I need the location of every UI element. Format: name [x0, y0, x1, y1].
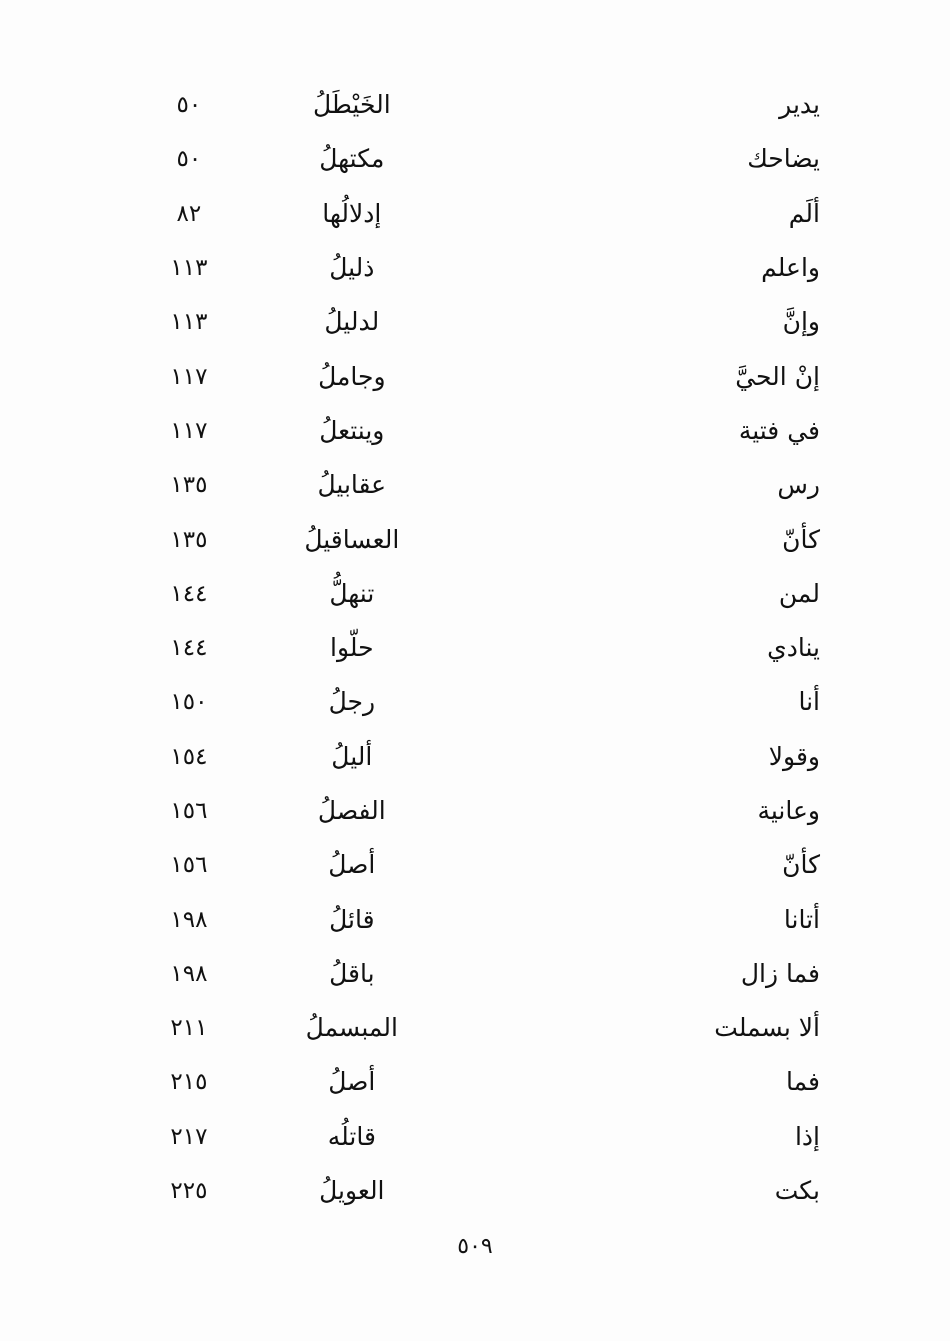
column-gap [446, 132, 632, 186]
page-reference: ٢١١ [170, 1015, 208, 1042]
index-row [120, 1164, 830, 1218]
column-gap [446, 838, 632, 892]
index-row [120, 675, 830, 729]
index-row [120, 784, 830, 838]
opening-word: أتانا [783, 904, 820, 934]
index-row [120, 404, 830, 458]
rhyme-word: العويلُ [319, 1176, 385, 1206]
rhyme-word: مكتهلُ [319, 144, 385, 174]
opening-word: ألَم [788, 198, 820, 228]
column-gap [446, 1001, 632, 1055]
rhyme-word: رجلُ [328, 687, 376, 717]
index-row [120, 947, 830, 1001]
opening-word: في فتية [738, 415, 820, 445]
index-row [120, 458, 830, 512]
column-gap [446, 404, 632, 458]
opening-word: واعلم [761, 253, 820, 283]
index-row [120, 512, 830, 566]
index-row [120, 349, 830, 403]
column-gap [446, 621, 632, 675]
page-reference: ١٣٥ [170, 526, 208, 553]
column-gap [446, 730, 632, 784]
column-gap [446, 1164, 632, 1218]
rhyme-word: المبسملُ [305, 1013, 398, 1043]
page-reference: ٥٠ [176, 92, 202, 119]
opening-word: رس [777, 470, 820, 500]
rhyme-word: العساقيلُ [304, 524, 400, 554]
opening-word: كأنّ [782, 524, 820, 554]
opening-word: يضاحك [747, 144, 820, 174]
page-reference: ٢١٧ [170, 1123, 208, 1150]
column-gap [446, 1055, 632, 1109]
rhyme-word: باقلُ [329, 958, 375, 988]
page-reference: ٨٢ [176, 200, 202, 227]
rhyme-word: قائلُ [329, 904, 375, 934]
rhyme-word: تنهلُّ [329, 578, 375, 608]
index-row [120, 78, 830, 132]
opening-word: إذا [794, 1121, 820, 1151]
page-reference: ١٤٤ [170, 635, 208, 662]
opening-word: ألا بسملت [714, 1013, 820, 1043]
column-gap [446, 187, 632, 241]
opening-word: ينادي [767, 633, 820, 663]
column-gap [446, 1110, 632, 1164]
page-reference: ١٥٠ [170, 689, 208, 716]
page-reference: ٢١٥ [170, 1069, 208, 1096]
column-gap [446, 784, 632, 838]
rhyme-word: ذليلُ [329, 253, 375, 283]
index-row [120, 730, 830, 784]
page-number: ٥٠٩ [457, 1234, 493, 1259]
opening-word: إنْ الحيَّ [735, 361, 820, 391]
opening-word: فما زال [740, 958, 820, 988]
page-reference: ١١٧ [170, 363, 208, 390]
column-gap [446, 947, 632, 1001]
opening-word: فما [785, 1067, 820, 1097]
column-gap [446, 892, 632, 946]
page-reference: ١٥٤ [170, 743, 208, 770]
rhyme-word: حلّوا [330, 633, 374, 663]
column-gap [446, 78, 632, 132]
opening-word: كأنّ [782, 850, 820, 880]
column-gap [446, 458, 632, 512]
rhyme-word: قاتلُه [327, 1121, 376, 1151]
page-reference: ١٣٥ [170, 472, 208, 499]
rhyme-word: وجاملُ [318, 361, 386, 391]
verse-index-table [120, 78, 830, 1218]
opening-word: وعانية [757, 796, 820, 825]
rhyme-word: عقابيلُ [317, 470, 387, 500]
opening-word: بكت [774, 1176, 820, 1206]
rhyme-word: أليلُ [331, 741, 373, 771]
column-gap [446, 295, 632, 349]
column-gap [446, 567, 632, 621]
index-row [120, 295, 830, 349]
opening-word: أنا [798, 687, 820, 717]
page-reference: ١٩٨ [170, 906, 208, 933]
opening-word: وإنَّ [782, 307, 820, 337]
column-gap [446, 512, 632, 566]
index-row [120, 621, 830, 675]
page-reference: ٥٠ [176, 146, 202, 173]
index-row [120, 1055, 830, 1109]
index-row [120, 1110, 830, 1164]
opening-word: لمن [778, 578, 820, 608]
page-reference: ١١٣ [170, 255, 208, 282]
column-gap [446, 241, 632, 295]
column-gap [446, 675, 632, 729]
opening-word: يدير [779, 90, 820, 120]
page-reference: ١٥٦ [170, 798, 208, 824]
index-row [120, 132, 830, 186]
page-reference: ١١٣ [170, 309, 208, 336]
verse-index-body [120, 78, 830, 1218]
page-reference: ٢٢٥ [170, 1178, 208, 1205]
index-row [120, 892, 830, 946]
rhyme-word: إدلالُها [322, 198, 382, 228]
rhyme-word: وينتعلُ [319, 415, 385, 445]
rhyme-word: الفصلُ [317, 796, 386, 825]
index-row [120, 241, 830, 295]
rhyme-word: أصلُ [328, 1067, 376, 1097]
page-reference: ١٩٨ [170, 960, 208, 987]
index-row [120, 567, 830, 621]
index-row [120, 1001, 830, 1055]
index-row [120, 187, 830, 241]
opening-word: وقولا [768, 741, 820, 771]
rhyme-word: أصلُ [328, 850, 376, 880]
rhyme-word: الخَيْطَلُ [312, 90, 391, 120]
page-reference: ١١٧ [170, 417, 208, 444]
page-reference: ١٥٦ [170, 852, 208, 879]
index-row [120, 838, 830, 892]
column-gap [446, 349, 632, 403]
page-reference: ١٤٤ [170, 580, 208, 607]
rhyme-word: لدليلُ [324, 307, 380, 337]
